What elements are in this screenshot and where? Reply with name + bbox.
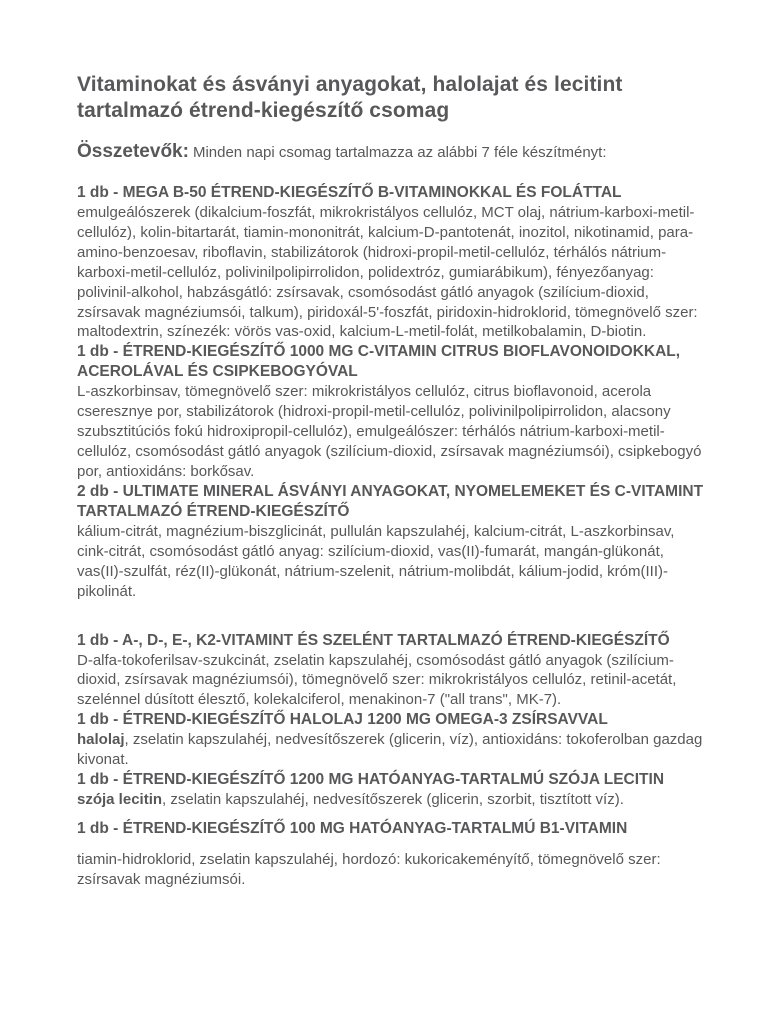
section-heading: 1 db - MEGA B-50 ÉTREND-KIEGÉSZÍTŐ B-VITAMINOKKAL ÉS FOLÁTTAL [77,184,622,201]
section-heading: 1 db - ÉTREND-KIEGÉSZÍTŐ 100 MG HATÓANYAG-TARTALMÚ B1-VITAMIN [77,819,628,837]
ingredient-sections [77,183,705,890]
section-body-text: tiamin-hidroklorid, zselatin kapszulahéj, hordozó: kukoricakeményítő, tömegnövelő szer: zsírsavak magnéziumsói. [77,850,661,888]
section-heading: 1 db - ÉTREND-KIEGÉSZÍTŐ 1000 MG C-VITAMIN CITRUS BIOFLAVONOIDOKKAL, ACEROLÁVAL ÉS CSIPKEBOGYÓVAL [77,343,681,381]
section-b1-vitamin [77,819,705,890]
section-body [77,651,705,711]
section-halolaj-omega3 [77,710,705,770]
section-heading: 2 db - ULTIMATE MINERAL ÁSVÁNYI ANYAGOKAT, NYOMELEMEKET ÉS C-VITAMINT TARTALMAZÓ ÉTREND-KIEGÉSZÍTŐ [77,482,704,520]
ingredients-label: Összetevők: [77,141,189,162]
document-content [77,60,705,890]
section-body-text: , zselatin kapszulahéj, nedvesítőszerek (glicerin, szorbit, tisztított víz). [162,791,624,809]
section-heading: 1 db - ÉTREND-KIEGÉSZÍTŐ 1200 MG HATÓANYAG-TARTALMÚ SZÓJA LECITIN [77,771,665,789]
section-body-text: emulgeálószerek (dikalcium-foszfát, mikrokristályos cellulóz, MCT olaj, nátrium-karboxi-metil-cellulóz), kolin-bitartarát, tiamin-mononitrát, kalcium-D-pantotenát, inozitol, nikotinamid, para-amino-benzoesav, riboflavin, stabilizátorok (hidroxi-propil-metil-cellulóz, térhálós nátrium-karboxi-metil-cellulóz, polivinilpolipirrolidon, polidextróz, gumiarábikum), fényezőanyag: polivinil-alkohol, habzásgátló: zsírsavak, csomósodást gátló anyagok (szilícium-dioxid, zsírsavak magnéziumsói, talkum), piridoxál-5'-foszfát, piridoxin-hidroklorid, tömegnövelő szer: maltodextrin, színezék: vörös vas-oxid, kalcium-L-metil-folát, metilkobalamin, D-biotin. [77,204,698,341]
section-body-text: , zselatin kapszulahéj, nedvesítőszerek (glicerin, víz), antioxidáns: tokoferolban gazdag kivonat. [77,731,703,769]
section-heading: 1 db - ÉTREND-KIEGÉSZÍTŐ HALOLAJ 1200 MG OMEGA-3 ZSÍRSAVVAL [77,711,608,729]
page-title: Vitaminokat és ásványi anyagokat, halolajat és lecitint tartalmazó étrend-kiegészítő csomag [77,73,623,122]
ingredients-intro [77,141,705,164]
section-body [77,203,705,342]
section-body-text: L-aszkorbinsav, tömegnövelő szer: mikrokristályos cellulóz, citrus bioflavonoid, acerola cseresznye por, stabilizátorok (hidroxi-propil-metil-cellulóz, polivinilpolipirrolidon, alacsony szubsztitúciós fokú hidroxipropil-cellulóz), emulgeálószer: térhálós nátrium-karboxi-metil-cellulóz, csomósodást gátló anyagok (szilícium-dioxid, zsírsavak magnéziumsói), csipkebogyó por, antioxidáns: borkősav. [77,383,702,480]
section-body [77,522,705,602]
section-body [77,850,705,890]
section-body [77,730,705,770]
section-heading: 1 db - A-, D-, E-, K2-VITAMINT ÉS SZELÉNT TARTALMAZÓ ÉTREND-KIEGÉSZÍTŐ [77,631,670,649]
section-body-text: kálium-citrát, magnézium-biszglicinát, pullulán kapszulahéj, kalcium-citrát, L-aszkorbinsav, cink-citrát, csomósodást gátló anyag: szilícium-dioxid, vas(II)-fumarát, mangán-glükonát, vas(II)-szulfát, réz(II)-glükonát, nátrium-szelenit, nátrium-molibdát, kálium-jodid, króm(III)-pikolinát. [77,522,675,600]
section-c-vitamin-1000 [77,342,705,482]
section-body-lead: halolaj [77,731,125,749]
section-adek2-szelen [77,631,705,711]
section-ultimate-mineral [77,482,705,602]
section-body-text: D-alfa-tokoferilsav-szukcinát, zselatin kapszulahéj, csomósodást gátló anyagok (szilícium-dioxid, zsírsavak magnéziumsói), tömegnövelő szer: mikrokristályos cellulóz, retinil-acetát, szelénnel dúsított élesztő, kolekalciferol, menakinon-7 ("all trans", MK-7). [77,651,677,709]
section-mega-b50 [77,183,705,342]
section-body [77,382,705,482]
section-body [77,790,705,810]
section-body-lead: szója lecitin [77,791,163,809]
ingredients-intro-text: Minden napi csomag tartalmazza az alábbi 7 féle készítményt: [192,144,607,161]
section-szoja-lecitin [77,770,705,810]
